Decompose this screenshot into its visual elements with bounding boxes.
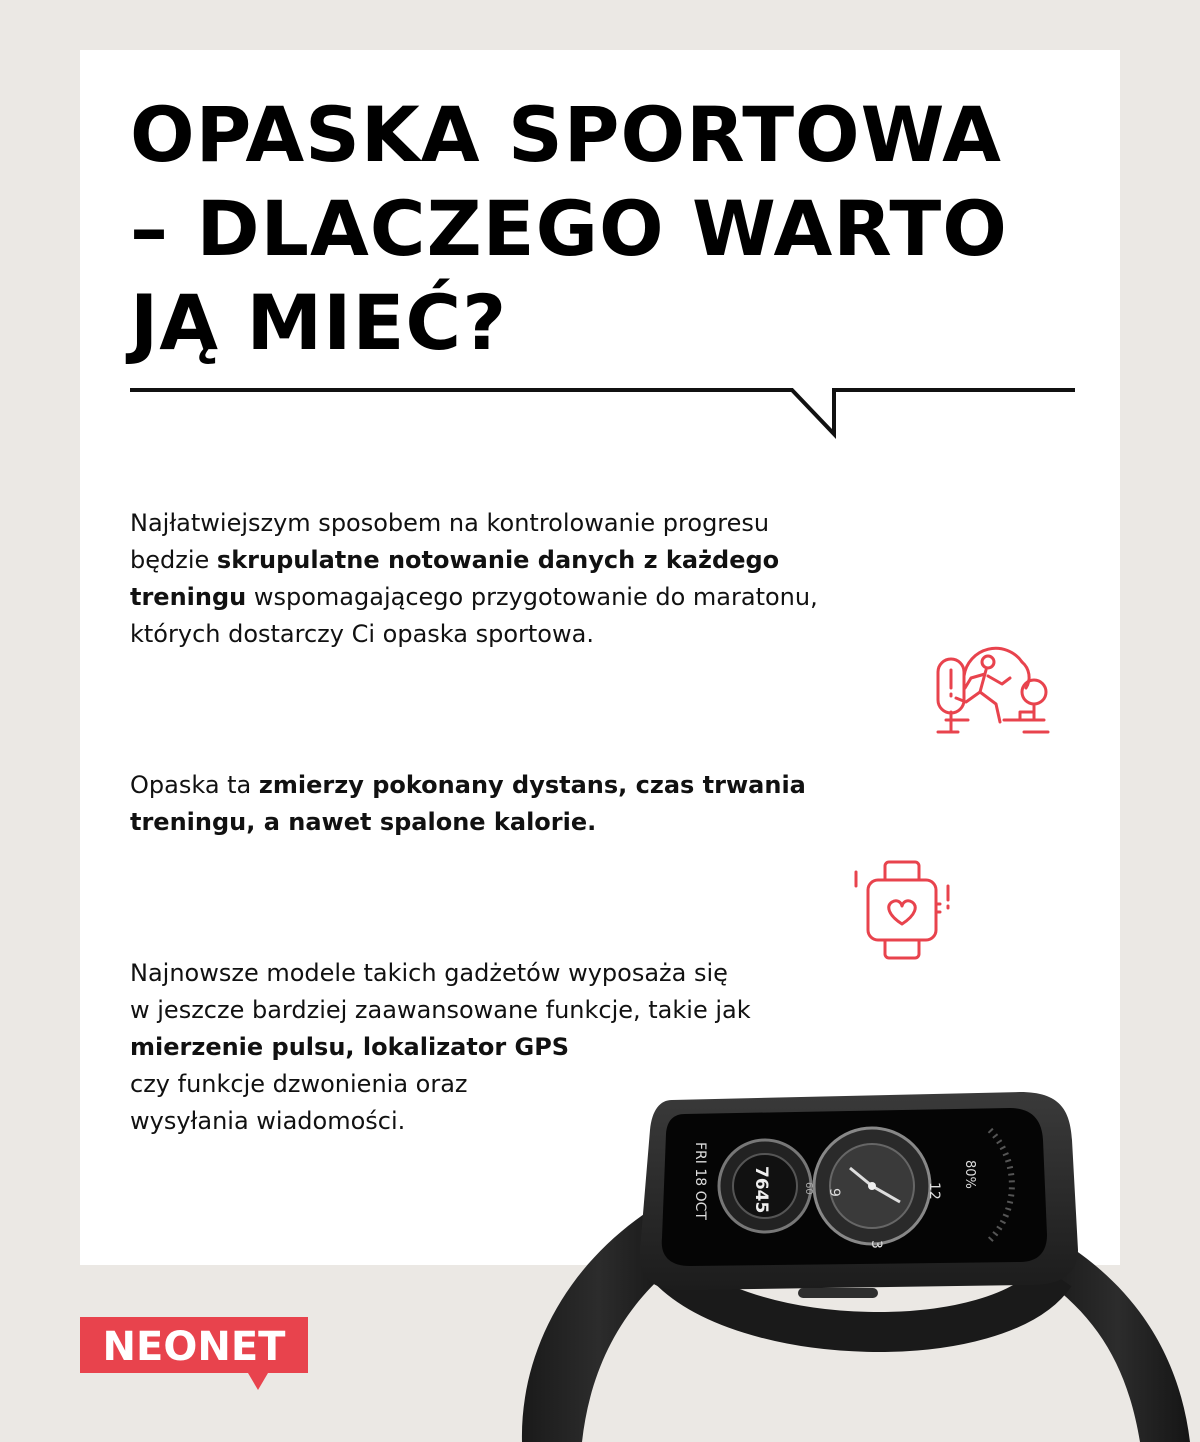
p3-line-1: Najnowsze modele takich gadżetów wyposaża się [130, 959, 728, 987]
speech-bubble-divider [130, 384, 1075, 444]
p1-text-2: wspomagającego przygotowanie do maratonu, [246, 583, 818, 611]
p3-line-3 [130, 1029, 751, 1066]
band-dial-9: 9 [826, 1188, 842, 1197]
page-title [130, 88, 1090, 370]
paragraph-progress [130, 505, 818, 653]
band-sub-60: 60 [803, 1182, 814, 1195]
band-steps: 7645 [751, 1166, 771, 1214]
p3-line-2: w jeszcze bardziej zaawansowane funkcje, takie jak [130, 996, 751, 1024]
p1-line-4: których dostarczy Ci opaska sportowa. [130, 620, 594, 648]
p1-line-1: Najłatwiejszym sposobem na kontrolowanie progresu [130, 509, 770, 537]
paragraph-metrics [130, 767, 806, 841]
fitness-band-image [500, 1090, 1200, 1442]
neonet-logo [80, 1317, 308, 1390]
band-battery: 80% [962, 1160, 977, 1189]
title-line-3: JĄ MIEĆ? [130, 278, 508, 367]
band-dial-3: 3 [868, 1240, 884, 1249]
band-side-button [798, 1288, 878, 1298]
p1-text: będzie [130, 546, 217, 574]
band-dial-12: 12 [926, 1182, 942, 1200]
title-line-2: – DLACZEGO WARTO [130, 184, 1008, 273]
p3-bold: mierzenie pulsu, lokalizator GPS [130, 1033, 570, 1061]
title-line-1: OPASKA SPORTOWA [130, 90, 1002, 179]
p2-line-2 [130, 804, 806, 841]
band-date: FRI 18 OCT [692, 1142, 708, 1220]
neonet-logo-text: NEONET [102, 1324, 286, 1370]
p3-line-5: wysyłania wiadomości. [130, 1107, 406, 1135]
p3-line-4: czy funkcje dzwonienia oraz [130, 1070, 468, 1098]
p2-line-1 [130, 767, 806, 804]
p1-line-3 [130, 579, 818, 616]
p2-bold: zmierzy pokonany dystans, czas trwania [258, 771, 806, 799]
p1-bold: skrupulatne notowanie danych z każdego [216, 546, 780, 574]
runner-in-park-icon [928, 632, 1053, 742]
p2-bold-2: treningu, a nawet spalone kalorie. [130, 808, 597, 836]
smartwatch-heart-icon [850, 852, 955, 970]
p1-line-2 [130, 542, 818, 579]
p1-bold-2: treningu [130, 583, 247, 611]
p2-text: Opaska ta [130, 771, 259, 799]
